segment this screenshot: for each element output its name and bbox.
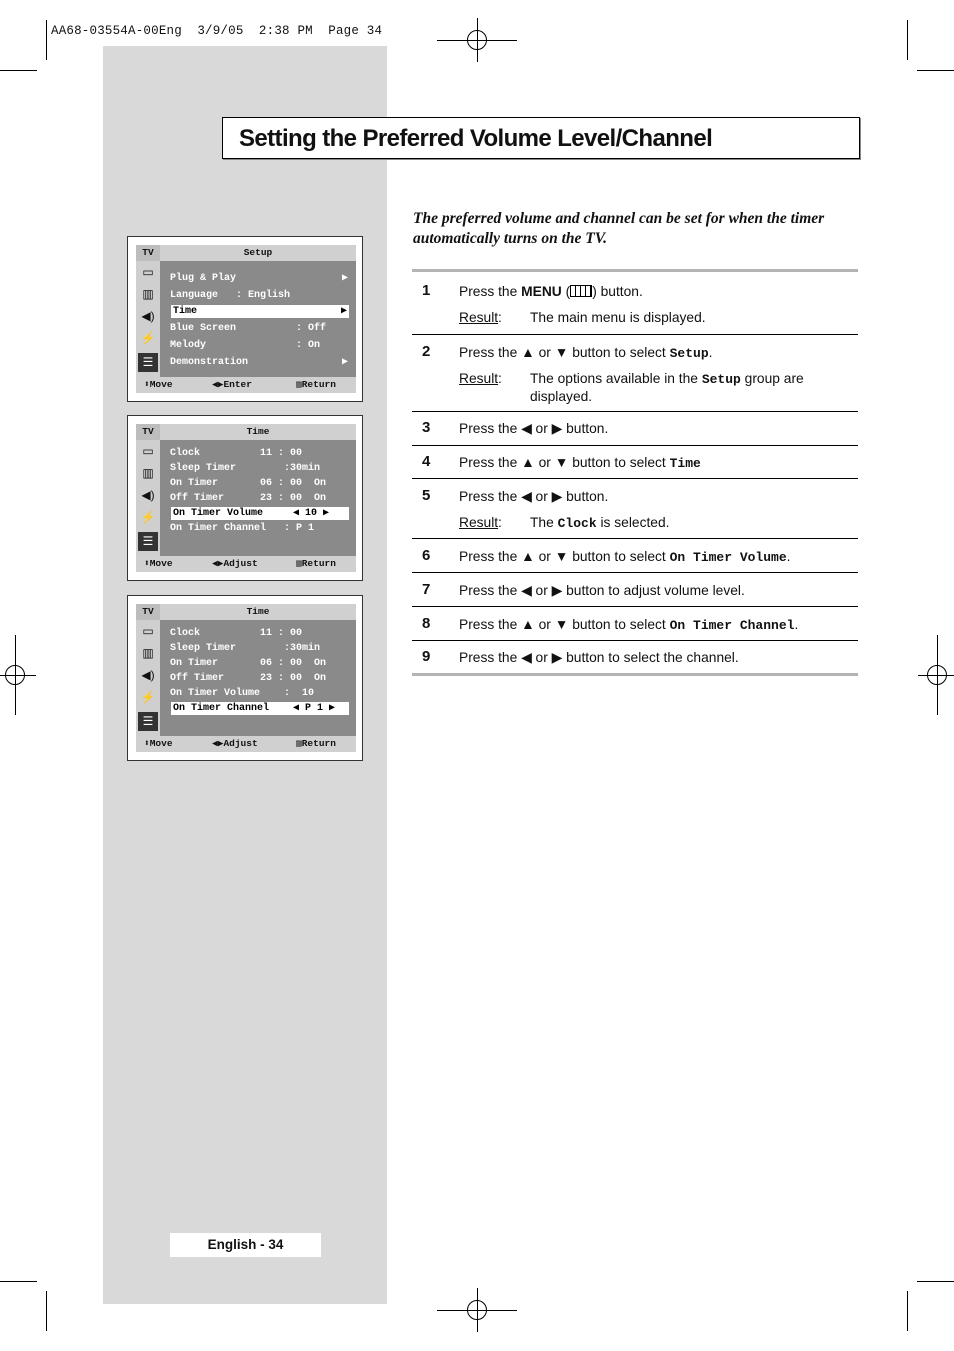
osd-row: Language : English	[170, 290, 291, 301]
result-label: Result	[459, 310, 499, 325]
osd-title: Setup	[160, 245, 356, 261]
osd-footer: ⬍Move ◀▶Enter ▥Return	[136, 377, 356, 393]
registration-line	[477, 1288, 478, 1332]
step-6	[412, 538, 858, 572]
osd-row: Clock 11 : 00	[170, 628, 303, 639]
osd-row: Clock 11 : 00	[170, 448, 303, 459]
step-7	[412, 572, 858, 606]
step-text: Press the ▲ or ▼ button to select Setup.	[459, 345, 713, 361]
step-text: Press the ▲ or ▼ button to select On Timer Volume.	[459, 549, 791, 565]
result-text: The main menu is displayed.	[530, 310, 706, 325]
result-label: Result	[459, 515, 499, 530]
step-number: 5	[422, 487, 431, 504]
picture-icon: ▭	[142, 265, 154, 279]
crop-mark	[0, 70, 37, 71]
osd-row: On Timer 06 : 00 On	[170, 658, 327, 669]
channel-icon: ▥	[142, 287, 154, 301]
steps-table	[412, 269, 858, 676]
osd-row: Off Timer 23 : 00 On	[170, 493, 327, 504]
osd-row: Sleep Timer :30min	[170, 643, 321, 654]
osd-row-selected: Time ▶	[173, 306, 347, 317]
osd-row-selected: On Timer Channel ◀ P 1 ▶	[171, 702, 349, 715]
channel-icon: ▥	[142, 646, 154, 660]
step-8	[412, 606, 858, 640]
step-number: 6	[422, 547, 431, 564]
channel-icon: ▥	[142, 466, 154, 480]
step-3	[412, 411, 858, 445]
picture-icon: ▭	[142, 624, 154, 638]
osd-row: On Timer Channel : P 1	[170, 523, 315, 534]
step-9	[412, 640, 858, 673]
tv-tab: TV	[136, 245, 160, 261]
step-number: 4	[422, 453, 431, 470]
osd-footer: ⬍Move ◀▶Adjust ▥Return	[136, 736, 356, 752]
step-text: Press the ◀ or ▶ button to select the channel.	[459, 650, 739, 665]
crop-mark	[907, 1291, 908, 1331]
osd-row: Blue Screen : Off	[170, 323, 327, 334]
page-title: Setting the Preferred Volume Level/Channel	[239, 125, 713, 152]
step-text: Press the ◀ or ▶ button.	[459, 489, 609, 504]
step-4	[412, 445, 858, 478]
sound-icon: ◀)	[141, 488, 155, 502]
osd-icon-column	[136, 440, 160, 556]
result-text: The Clock is selected.	[530, 515, 670, 531]
crop-mark	[46, 1291, 47, 1331]
step-number: 1	[422, 282, 431, 299]
osd-icon-column	[136, 261, 160, 377]
registration-line	[15, 635, 16, 715]
setup-icon: ☰	[138, 712, 158, 731]
crop-mark	[907, 20, 908, 60]
osd-title: Time	[160, 604, 356, 620]
step-text: Press the ▲ or ▼ button to select On Timer Channel.	[459, 617, 799, 633]
osd-row: On Timer Volume : 10	[170, 688, 315, 699]
registration-line	[0, 675, 36, 676]
sound-icon: ◀)	[141, 668, 155, 682]
step-text: Press the ◀ or ▶ button to adjust volume level.	[459, 583, 745, 598]
step-number: 7	[422, 581, 431, 598]
osd-row: Melody : On	[170, 340, 321, 351]
intro-text: The preferred volume and channel can be set for when the timer automatically turns on the TV.	[413, 210, 825, 247]
osd-screen-time-channel	[127, 595, 363, 761]
setup-icon: ☰	[138, 532, 158, 551]
step-2: 2 Press the ▲ or ▼ button to select Setup. Result : The options available in the Setup group are displayed.	[412, 334, 858, 411]
crop-mark	[917, 70, 954, 71]
osd-row: Plug & Play ▶	[170, 273, 348, 284]
registration-line	[937, 635, 938, 715]
setup-icon: ☰	[138, 353, 158, 372]
step-5: 5 Press the ◀ or ▶ button. Result : The Clock is selected.	[412, 478, 858, 538]
osd-icon-column	[136, 620, 160, 736]
antenna-icon: ⚡	[140, 690, 156, 704]
crop-mark	[46, 20, 47, 60]
osd-row: Sleep Timer :30min	[170, 463, 321, 474]
osd-screen-setup	[127, 236, 363, 402]
step-number: 3	[422, 419, 431, 436]
osd-footer: ⬍Move ◀▶Adjust ▥Return	[136, 556, 356, 572]
step-text: Press the ◀ or ▶ button.	[459, 421, 609, 436]
osd-row: Demonstration ▶	[170, 357, 348, 368]
step-text: Press the ▲ or ▼ button to select Time	[459, 455, 701, 471]
osd-row: Off Timer 23 : 00 On	[170, 673, 327, 684]
page-number: English - 34	[170, 1233, 321, 1257]
antenna-icon: ⚡	[140, 510, 156, 524]
crop-mark	[0, 1281, 37, 1282]
picture-icon: ▭	[142, 444, 154, 458]
osd-screen-time-volume	[127, 415, 363, 581]
step-text: Press the MENU ( ) button.	[459, 284, 643, 299]
step-number: 9	[422, 648, 431, 665]
step-number: 2	[422, 343, 431, 360]
result-text: The options available in the Setup group are displayed.	[530, 371, 804, 404]
osd-row-selected: On Timer Volume ◀ 10 ▶	[171, 507, 349, 520]
step-1: 1 Press the MENU ( ) button. Result : The main menu is displayed.	[412, 272, 858, 334]
registration-line	[477, 18, 478, 62]
menu-button-icon	[570, 285, 592, 297]
registration-line	[918, 675, 954, 676]
tv-tab: TV	[136, 604, 160, 620]
crop-mark	[917, 1281, 954, 1282]
osd-title: Time	[160, 424, 356, 440]
sound-icon: ◀)	[141, 309, 155, 323]
antenna-icon: ⚡	[140, 331, 156, 345]
step-number: 8	[422, 615, 431, 632]
result-label: Result	[459, 371, 499, 386]
print-header: AA68-03554A-00Eng 3/9/05 2:38 PM Page 34	[51, 24, 383, 38]
title-box	[222, 117, 860, 159]
osd-row: On Timer 06 : 00 On	[170, 478, 327, 489]
tv-tab: TV	[136, 424, 160, 440]
